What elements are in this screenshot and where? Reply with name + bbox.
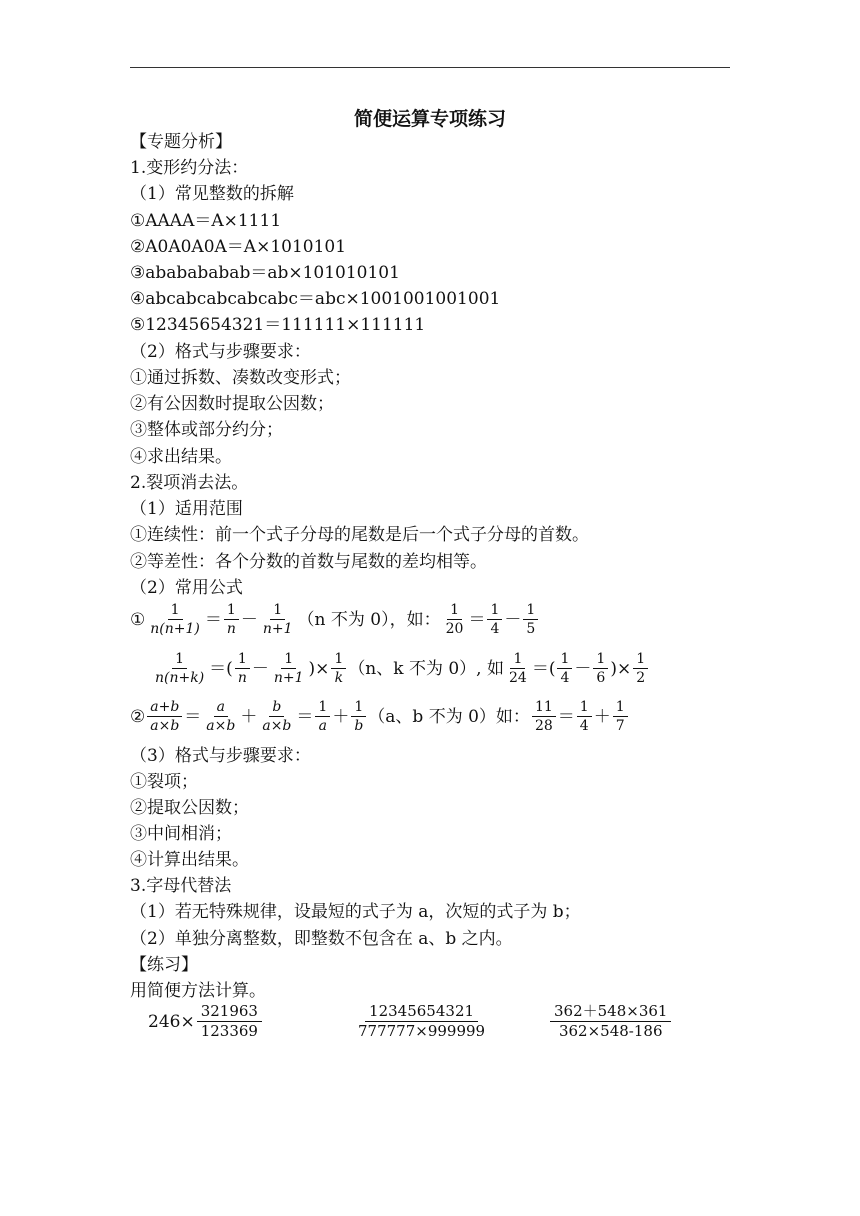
header-rule [130, 67, 730, 68]
fraction: $\frac{1}{a}$ [315, 700, 330, 733]
exercise-1: 246× $\frac{321963}{123369}$ [148, 1004, 264, 1039]
fraction: $\frac{1}{n}$ [224, 603, 239, 636]
text-line: ②有公因数时提取公因数； [130, 394, 334, 414]
text-line: （1）若无特殊规律，设最短的式子为 a，次短的式子为 b； [130, 902, 581, 922]
formula-3: ② $\frac{a+b}{a\times b}$ ＝ $\frac{a}{a\times b}$ ＋ $\frac{b}{a\times b}$ ＝ $\frac{1}{a}$ ＋ $\frac{1}{b}$ （a、b 不为 0）如： $\frac{11}{28}$ ＝ $\frac{1}{4}$ ＋ $\frac{1}{7}$ [130, 700, 630, 733]
exercise-3 [548, 1004, 673, 1039]
text-line: ④求出结果。 [130, 447, 232, 467]
subheading: （1）适用范围 [130, 499, 243, 519]
fraction: $\frac{1}{k}$ [331, 652, 346, 685]
subheading: （2）格式与步骤要求： [130, 342, 311, 362]
fraction: $\frac{321963}{123369}$ [197, 1004, 262, 1039]
text-line: ④计算出结果。 [130, 850, 249, 870]
fraction: $\frac{a}{a\times b}$ [206, 699, 236, 734]
section-heading-practice: 【练习】 [130, 955, 198, 975]
text-line: ③中间相消； [130, 824, 232, 844]
text-line: ②提取公因数； [130, 798, 249, 818]
fraction: $\frac{362+548\times 361}{362\times 548-186}$ [550, 1004, 671, 1039]
exercise-2 [352, 1004, 491, 1039]
fraction: $\frac{1}{n+1}$ [262, 602, 293, 637]
fraction: $\frac{a+b}{a\times b}$ [147, 700, 182, 733]
fraction: $\frac{b}{a\times b}$ [262, 699, 292, 734]
fraction: $\frac{1}{2}$ [633, 652, 648, 685]
fraction: $\frac{1}{24}$ [509, 651, 527, 686]
fraction: $\frac{1}{7}$ [613, 700, 628, 733]
fraction: $\frac{1}{5}$ [523, 603, 538, 636]
subheading: （3）格式与步骤要求： [130, 746, 311, 766]
section-heading-analysis: 【专题分析】 [130, 132, 232, 152]
instruction-text: 用简便方法计算。 [130, 981, 266, 1001]
method-heading-3: 3.字母代替法 [130, 876, 232, 896]
fraction: $\frac{11}{28}$ [532, 700, 556, 733]
subheading: （1）常见整数的拆解 [130, 184, 294, 204]
text-line: ④abcabcabcabcabc＝abc×1001001001001 [130, 289, 501, 309]
subheading: （2）常用公式 [130, 578, 243, 598]
formula-prefix: ② [130, 706, 146, 727]
fraction: $\frac{12345654321}{777777\times 999999}$ [358, 1002, 486, 1040]
page-title: 简便运算专项练习 [353, 108, 506, 130]
text-line: ②A0A0A0A＝A×1010101 [130, 237, 347, 257]
formula-prefix: ① [130, 609, 146, 630]
fraction: $\frac{1}{4}$ [557, 652, 572, 685]
condition-text: （n、k 不为 0）, 如 [348, 658, 504, 679]
condition-text: （n 不为 0），如： [297, 609, 441, 630]
fraction: $\frac{1}{n}$ [235, 652, 250, 685]
fraction: $\frac{1}{n+1}$ [273, 651, 304, 686]
text-line: ③ababababab＝ab×101010101 [130, 263, 400, 283]
text-line: ①连续性：前一个式子分母的尾数是后一个式子分母的首数。 [130, 525, 589, 545]
fraction: $\frac{1}{n(n+1)}$ [150, 602, 200, 637]
formula-1: ① $\frac{1}{n(n+1)}$ ＝ $\frac{1}{n}$ － $\frac{1}{n+1}$ （n 不为 0），如： $\frac{1}{20}$ ＝ $\frac{1}{4}$ － $\frac{1}{5}$ [130, 603, 540, 636]
fraction: $\frac{1}{20}$ [445, 602, 464, 637]
fraction: $\frac{1}{4}$ [487, 603, 502, 636]
text-line: ①AAAA＝A×1111 [130, 211, 282, 231]
fraction: $\frac{1}{6}$ [593, 652, 608, 685]
method-heading-2: 2.裂项消去法。 [130, 473, 249, 493]
text-line: ①通过拆数、凑数改变形式； [130, 368, 351, 388]
condition-text: （a、b 不为 0）如： [368, 706, 530, 727]
text-line: ②等差性：各个分数的首数与尾数的差均相等。 [130, 552, 487, 572]
text-line: ⑤12345654321＝111111×111111 [130, 315, 426, 335]
fraction: $\frac{1}{4}$ [577, 700, 592, 733]
text-line: （2）单独分离整数，即整数不包含在 a、b 之内。 [130, 929, 513, 949]
formula-2: $\frac{1}{n(n+k)}$ ＝( $\frac{1}{n}$ － $\frac{1}{n+1}$ )× $\frac{1}{k}$ （n、k 不为 0）, 如 $\frac{1}{24}$ ＝( $\frac{1}{4}$ － $\frac{1}{6}$ )× $\frac{1}{2}$ [150, 652, 650, 685]
text-line: ①裂项； [130, 772, 198, 792]
method-heading-1: 1.变形约分法： [130, 158, 249, 178]
fraction: $\frac{1}{n(n+k)}$ [155, 651, 205, 686]
fraction: $\frac{1}{b}$ [351, 700, 366, 733]
text-line: ③整体或部分约分； [130, 420, 283, 440]
